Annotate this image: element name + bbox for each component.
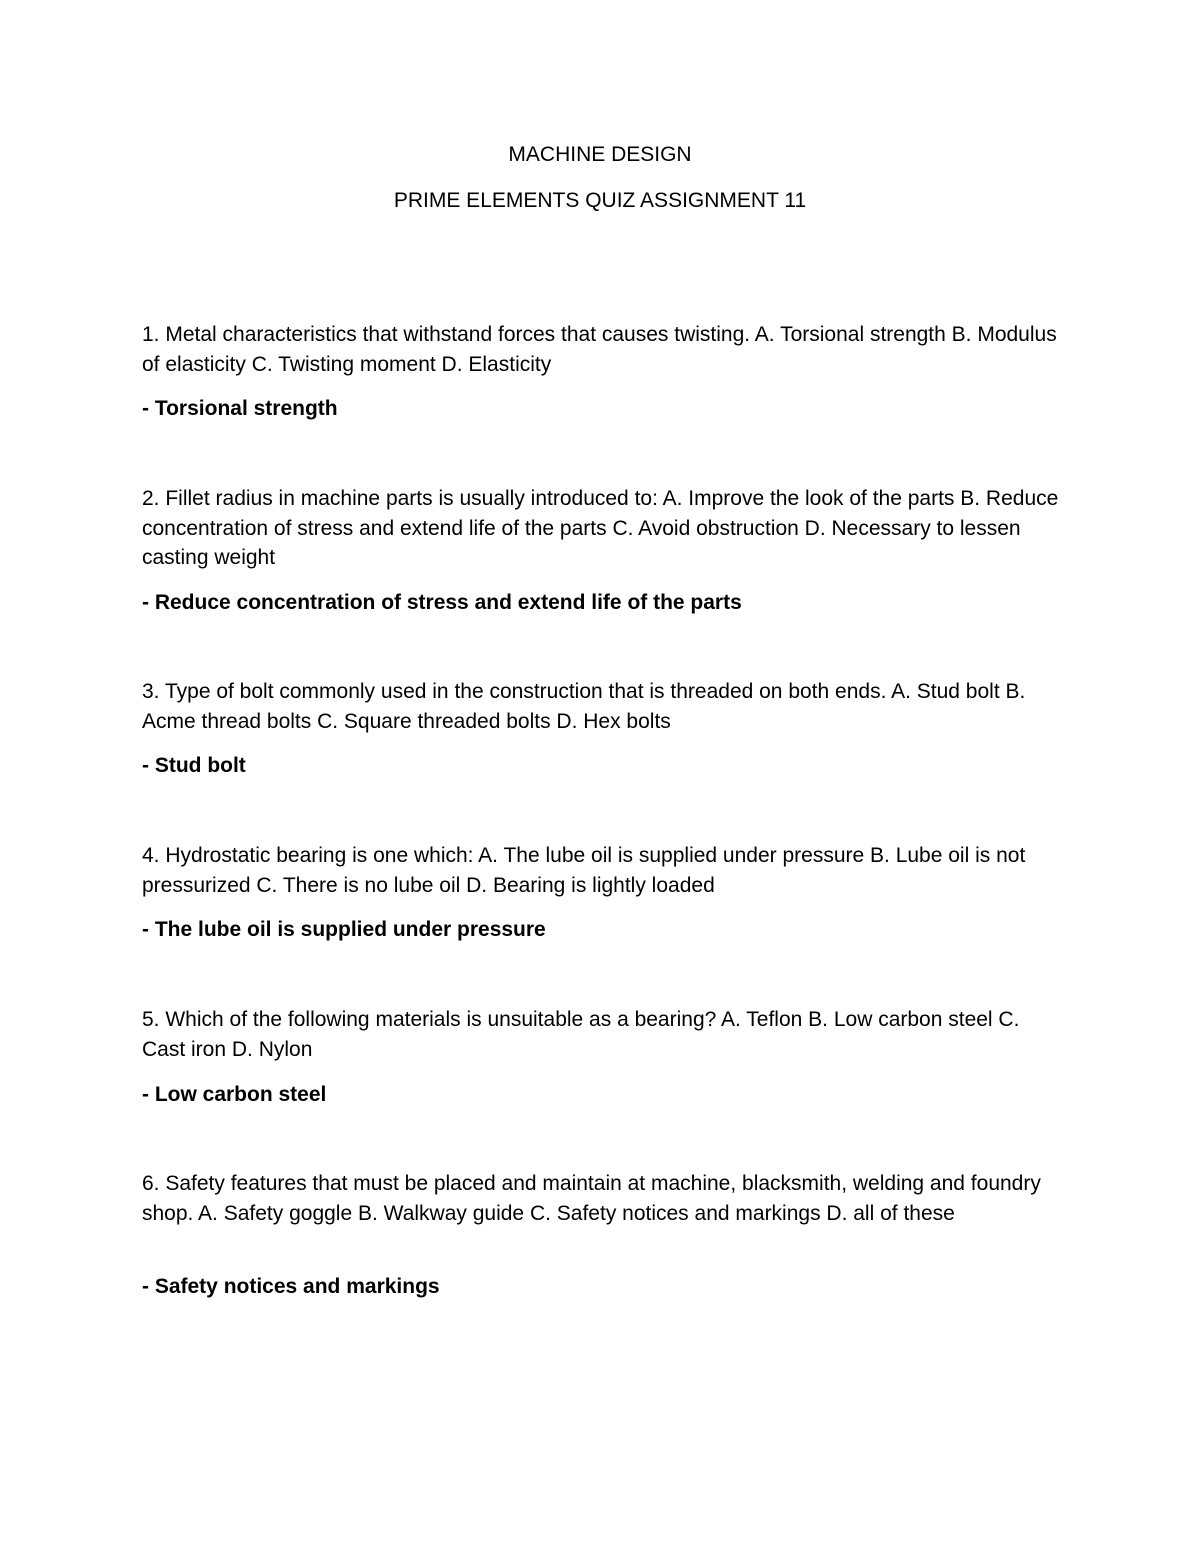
answer-4: - The lube oil is supplied under pressure <box>142 918 546 941</box>
answer-3: - Stud bolt <box>142 754 246 777</box>
document-title: MACHINE DESIGN <box>508 143 692 166</box>
answer-6: - Safety notices and markings <box>142 1275 440 1298</box>
answer-1: - Torsional strength <box>142 397 338 420</box>
question-3: 3. Type of bolt commonly used in the construction that is threaded on both ends. A. Stud bolt B. Acme thread bolts C. Square threaded bolts D. Hex bolts <box>142 680 1026 733</box>
answer-2: - Reduce concentration of stress and extend life of the parts <box>142 591 742 614</box>
question-4: 4. Hydrostatic bearing is one which: A. The lube oil is supplied under pressure B. Lube oil is not pressurized C. There is no lube oil D. Bearing is lightly loaded <box>142 844 1026 897</box>
question-1: 1. Metal characteristics that withstand forces that causes twisting. A. Torsional strength B. Modulus of elasticity C. Twisting moment D. Elasticity <box>142 323 1057 376</box>
document-subtitle: PRIME ELEMENTS QUIZ ASSIGNMENT 11 <box>393 189 807 212</box>
question-6: 6. Safety features that must be placed and maintain at machine, blacksmith, welding and foundry shop. A. Safety goggle B. Walkway guide C. Safety notices and markings D. all of these <box>142 1172 1041 1225</box>
answer-5: - Low carbon steel <box>142 1083 327 1106</box>
question-5: 5. Which of the following materials is unsuitable as a bearing? A. Teflon B. Low carbon steel C. Cast iron D. Nylon <box>142 1008 1020 1061</box>
question-2: 2. Fillet radius in machine parts is usually introduced to: A. Improve the look of the parts B. Reduce concentration of stress and extend life of the parts C. Avoid obstruction D. Necessary to lessen casting weight <box>142 487 1059 569</box>
